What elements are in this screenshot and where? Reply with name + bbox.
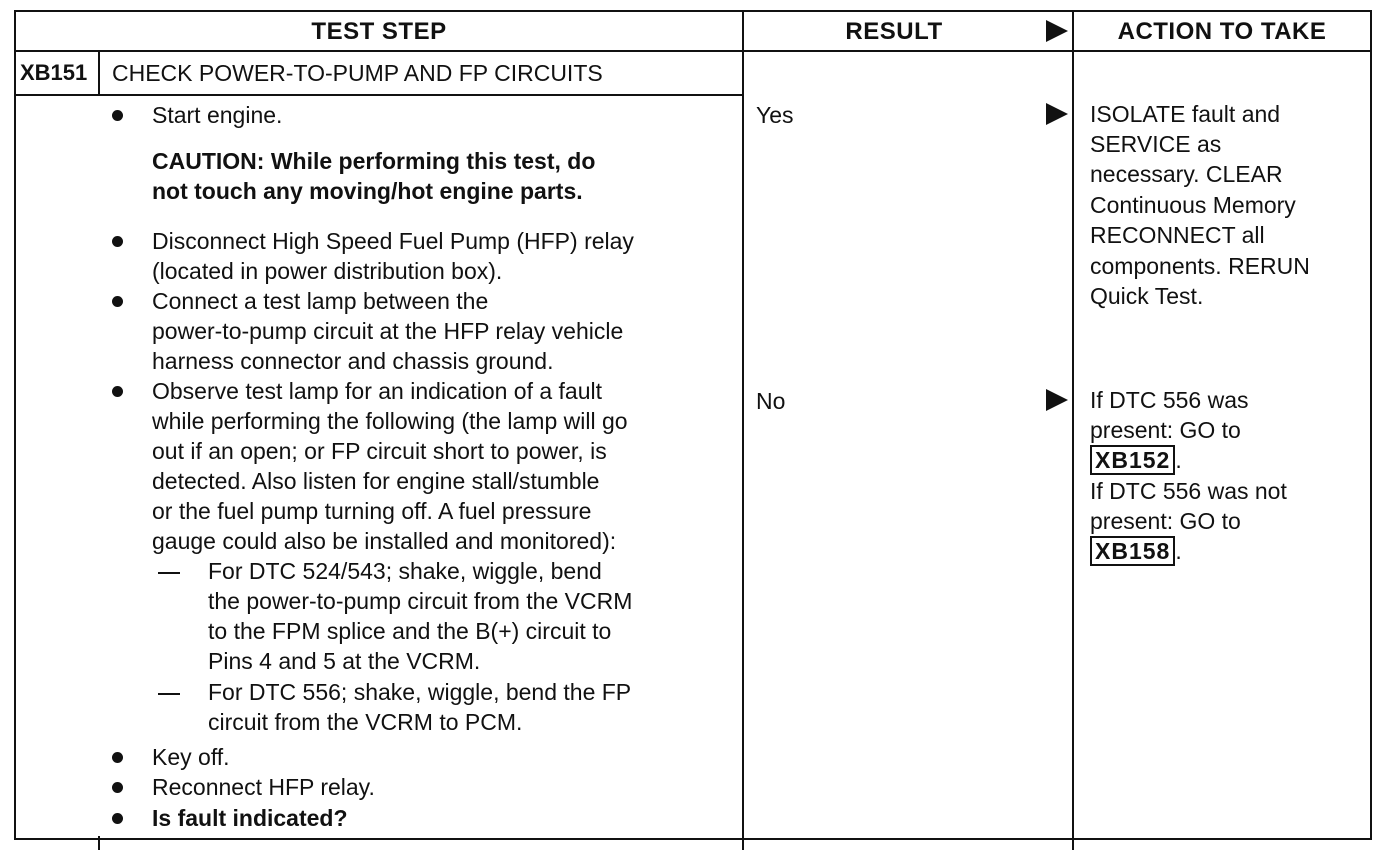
period: . [1175, 447, 1182, 473]
action-no-l1: If DTC 556 was [1090, 387, 1249, 413]
action-yes-l5: RECONNECT all [1090, 222, 1265, 248]
result-no: No [756, 388, 786, 414]
caution-line-2: not touch any moving/hot engine parts. [152, 178, 583, 204]
step-link-xb158[interactable]: XB158 [1090, 536, 1175, 566]
table-left-border [14, 10, 16, 840]
sub-dtc524-l1: For DTC 524/543; shake, wiggle, bend [208, 558, 602, 584]
instruction-connect-l2: power-to-pump circuit at the HFP relay vehicle [152, 318, 624, 344]
header-result: RESULT [845, 18, 943, 45]
step-id-divider-tick [98, 836, 100, 850]
instruction-observe-l5: or the fuel pump turning off. A fuel pressure [152, 498, 592, 524]
action-yes-l2: SERVICE as [1090, 131, 1222, 157]
period: . [1175, 538, 1182, 564]
step-title-bottom-border [14, 94, 742, 96]
table-right-border [1370, 10, 1372, 840]
instruction-connect-l1: Connect a test lamp between the [152, 288, 489, 314]
bullet-icon [112, 782, 123, 793]
bullet-icon [112, 386, 123, 397]
bullet-icon [112, 110, 123, 121]
instruction-reconnect: Reconnect HFP relay. [152, 774, 375, 800]
dash-icon [158, 572, 180, 574]
sub-dtc524-l3: to the FPM splice and the B(+) circuit to [208, 618, 612, 644]
instruction-disconnect-l2: (located in power distribution box). [152, 258, 503, 284]
instruction-observe-l2: while performing the following (the lamp will go [152, 408, 628, 434]
bullet-icon [112, 752, 123, 763]
step-id: XB151 [20, 60, 88, 85]
step-title: CHECK POWER-TO-PUMP AND FP CIRCUITS [112, 60, 603, 86]
sub-dtc556-l1: For DTC 556; shake, wiggle, bend the FP [208, 679, 632, 705]
bullet-icon [112, 813, 123, 824]
sub-dtc524-l4: Pins 4 and 5 at the VCRM. [208, 648, 481, 674]
sub-dtc556-l2: circuit from the VCRM to PCM. [208, 709, 523, 735]
header-action-to-take: ACTION TO TAKE [1117, 18, 1327, 45]
instruction-key-off: Key off. [152, 744, 230, 770]
result-right-border [1072, 10, 1074, 850]
table-bottom-border [14, 838, 1372, 840]
step-id-divider [98, 52, 100, 96]
action-yes-l7: Quick Test. [1090, 283, 1204, 309]
action-yes-l3: necessary. CLEAR [1090, 161, 1283, 187]
instruction-observe-l3: out if an open; or FP circuit short to power, is [152, 438, 607, 464]
header-test-step: TEST STEP [311, 18, 447, 45]
action-no-l3: If DTC 556 was not [1090, 478, 1287, 504]
arrow-yes-icon [1046, 103, 1068, 125]
sub-dtc524-l2: the power-to-pump circuit from the VCRM [208, 588, 633, 614]
header-arrow-icon [1046, 20, 1068, 42]
bullet-icon [112, 296, 123, 307]
action-no-l2: present: GO to [1090, 417, 1241, 443]
instruction-start-engine: Start engine. [152, 102, 283, 128]
test-step-right-border [742, 10, 744, 850]
step-link-xb152[interactable]: XB152 [1090, 445, 1175, 475]
instruction-observe-l4: detected. Also listen for engine stall/stumble [152, 468, 600, 494]
instruction-connect-l3: harness connector and chassis ground. [152, 348, 554, 374]
dash-icon [158, 693, 180, 695]
instruction-observe-l1: Observe test lamp for an indication of a fault [152, 378, 603, 404]
result-yes: Yes [756, 102, 794, 128]
bullet-icon [112, 236, 123, 247]
caution-line-1: CAUTION: While performing this test, do [152, 148, 596, 174]
instruction-question: Is fault indicated? [152, 805, 348, 831]
action-yes-l6: components. RERUN [1090, 253, 1310, 279]
action-no-ref2-row [1090, 536, 1182, 566]
action-yes-l4: Continuous Memory [1090, 192, 1296, 218]
action-yes-l1: ISOLATE fault and [1090, 101, 1281, 127]
action-no-ref1-row [1090, 445, 1182, 475]
instruction-observe-l6: gauge could also be installed and monitored): [152, 528, 617, 554]
action-no-l4: present: GO to [1090, 508, 1241, 534]
arrow-no-icon [1046, 389, 1068, 411]
instruction-disconnect-l1: Disconnect High Speed Fuel Pump (HFP) relay [152, 228, 634, 254]
